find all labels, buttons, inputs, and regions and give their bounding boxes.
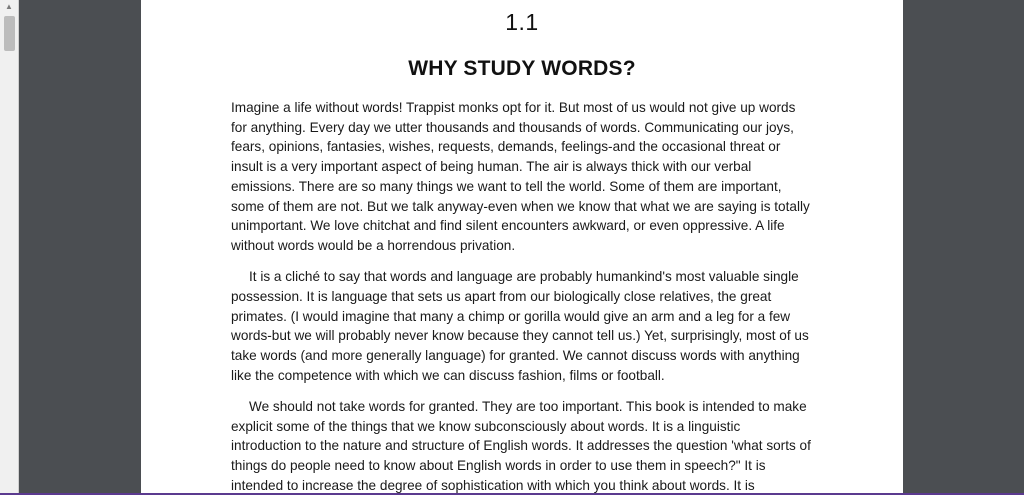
scroll-up-arrow-icon[interactable]: ▲ <box>5 2 13 11</box>
body-text <box>231 98 813 495</box>
scrollbar-thumb[interactable] <box>4 16 15 51</box>
paragraph-2: It is a cliché to say that words and language are probably humankind's most valuable single possession. It is language that sets us apart from our biologically close relatives, the great primates. (I would imagine that many a chimp or gorilla would give an arm and a leg for a few words-but we will probably never know because they cannot tell us.) Yet, surprisingly, most of us take words (and more generally language) for granted. We cannot discuss words with anything like the competence with which we can discuss fashion, films or football. <box>231 269 809 383</box>
paragraph-3: We should not take words for granted. They are too important. This book is intended to make explicit some of the things that we know subconsciously about words. It is a linguistic introduction to the nature and structure of English words. It addresses the question 'what sorts of things do people need to know about English words in order to use them in speech?" It is intended to increase the degree of sophistication with which you think about words. It is <box>231 398 811 493</box>
paragraph-1: Imagine a life without words! Trappist monks opt for it. But most of us would not give up words for anything. Every day we utter thousands and thousands of words. Communicating our joys, fears, opinions, fantasies, wishes, requests, demands, feelings-and the occasional threat or insult is a very important aspect of being human. The air is always thick with our verbal emissions. There are so many things we want to tell the world. Some of them are important, some of them are not. But we talk anyway-even when we know that what we are saying is totally unimportant. We love chitchat and find silent encounters awkward, or even oppressive. A life without words would be a horrendous privation. <box>231 100 810 253</box>
vertical-scrollbar[interactable] <box>0 0 19 495</box>
document-page <box>141 0 903 495</box>
chapter-title: WHY STUDY WORDS? <box>408 57 636 80</box>
section-number: 1.1 <box>505 9 539 35</box>
